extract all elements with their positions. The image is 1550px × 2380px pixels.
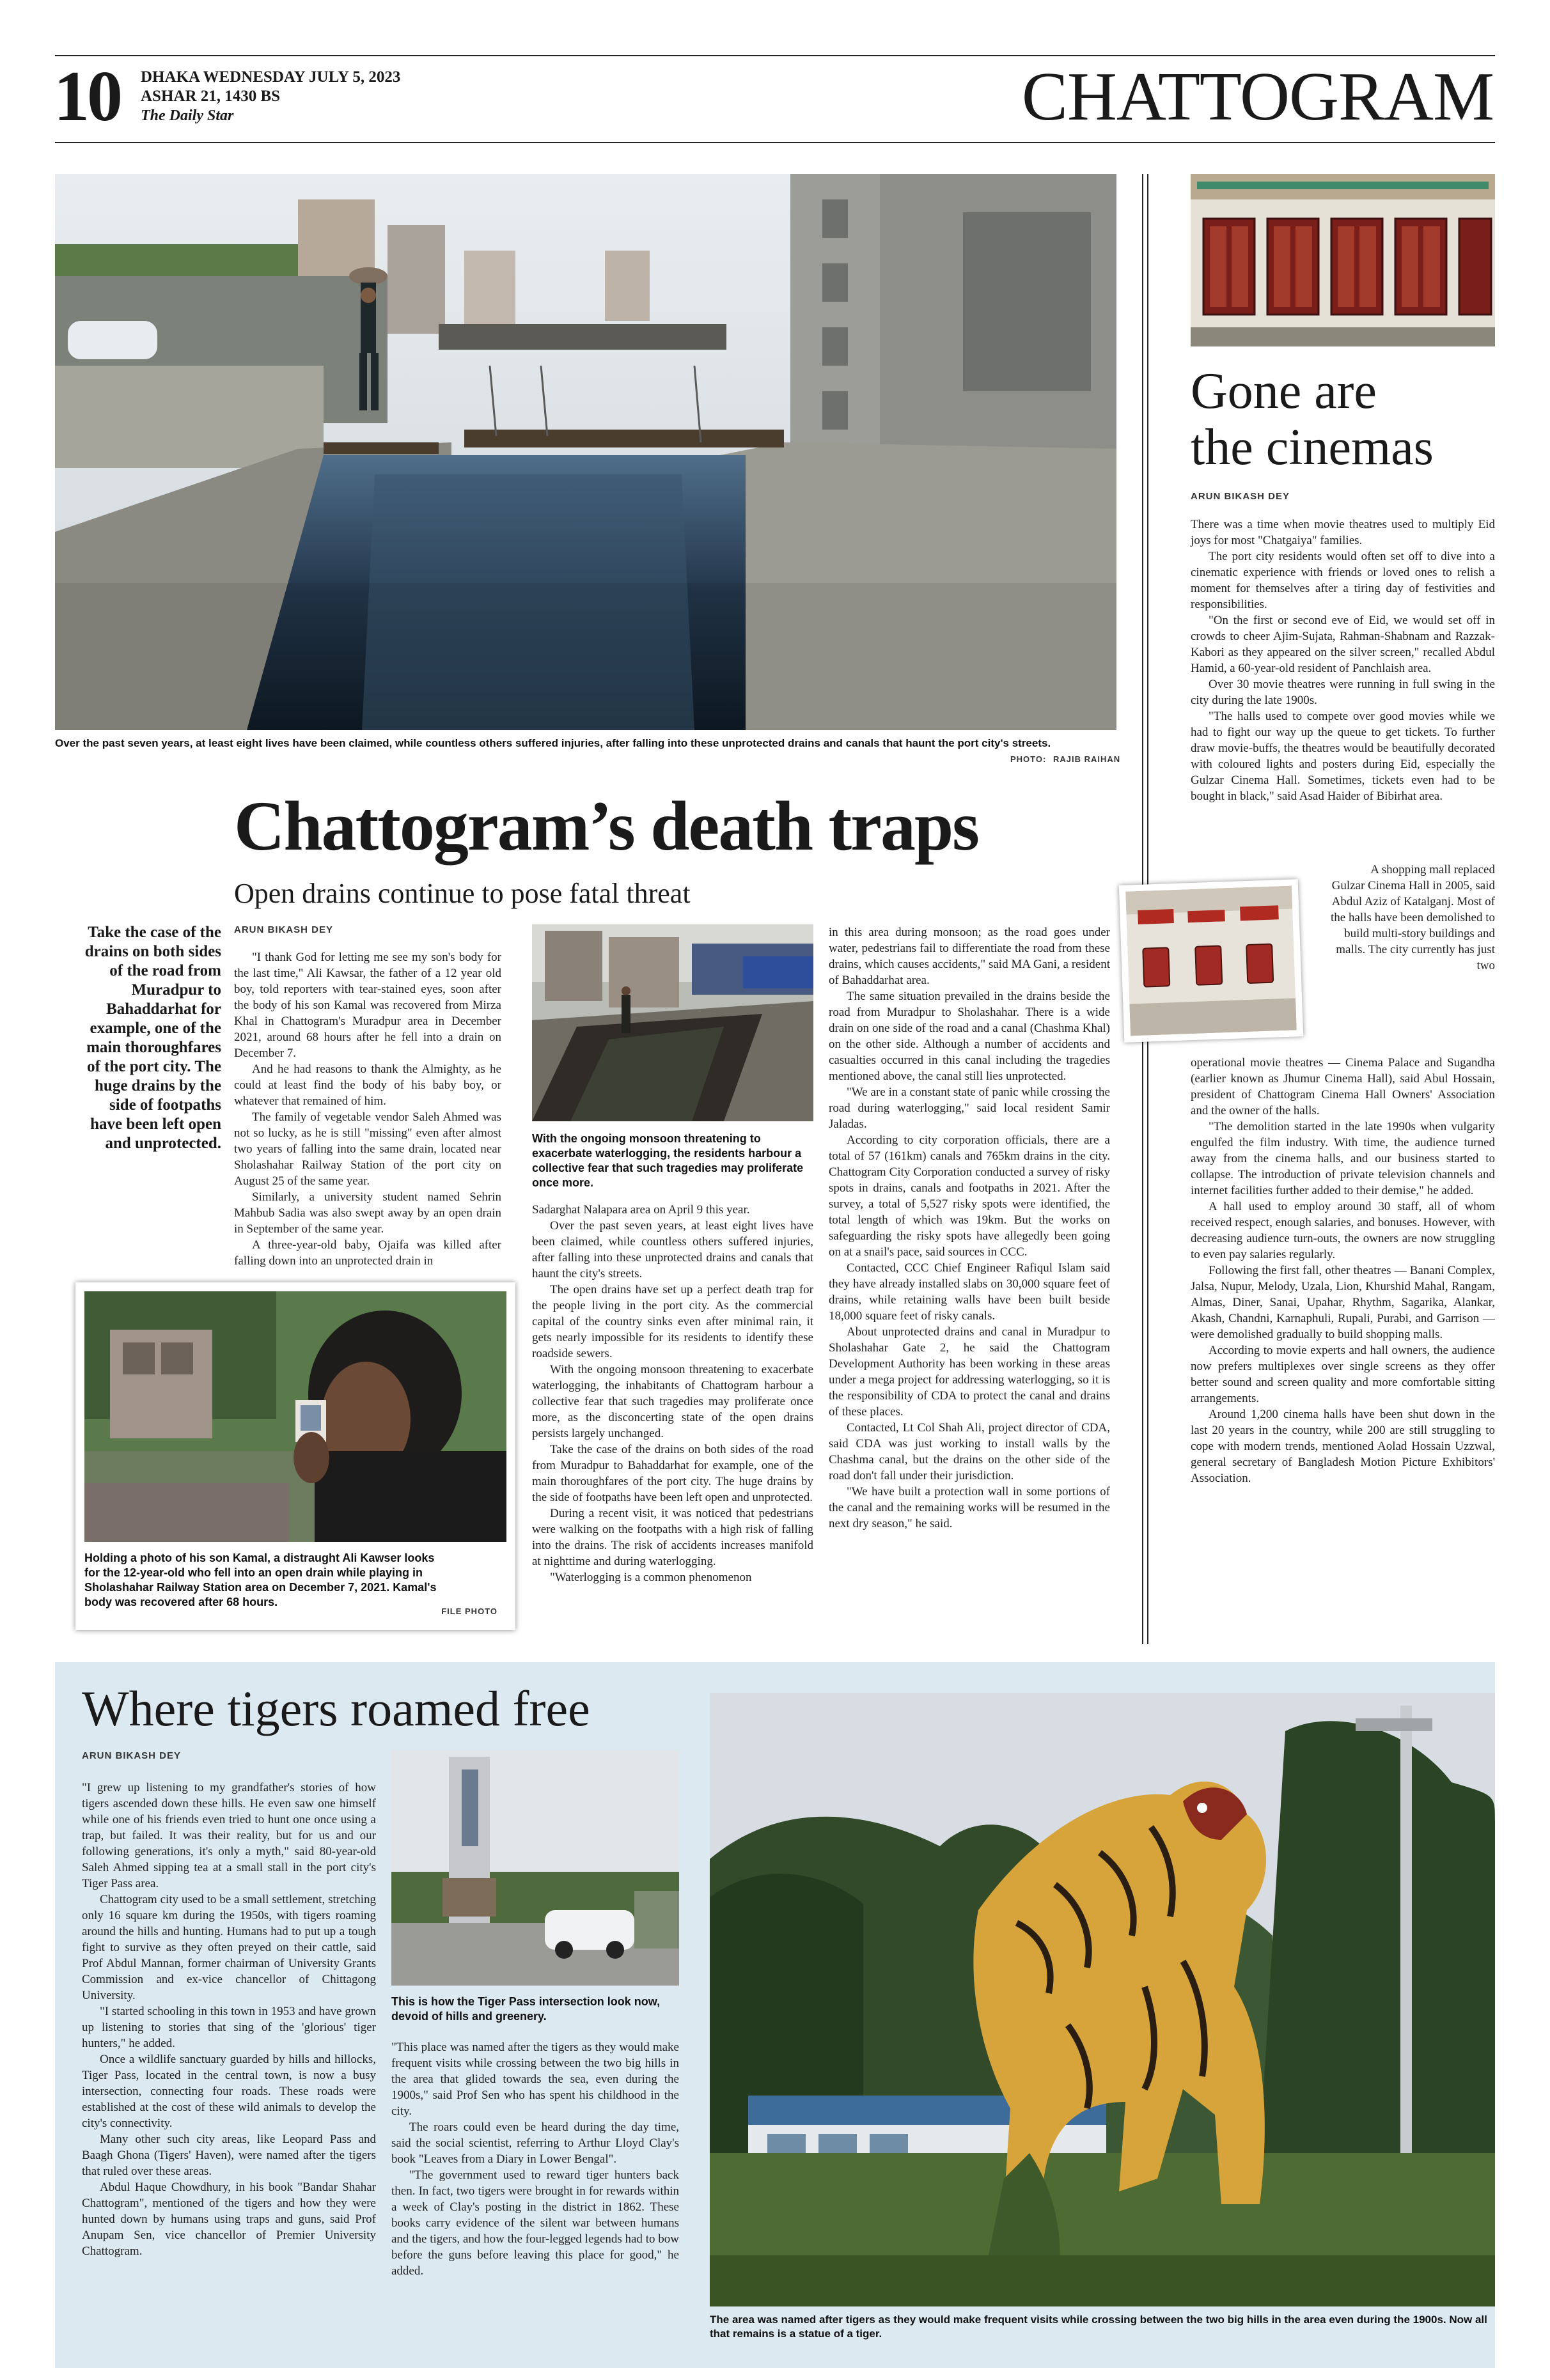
main-paragraph: During a recent visit, it was noticed that pedestrians were walking on the footpaths with a high risk of falling into the drains. The risk of accidents increases manifold at nighttime and during waterlogging. xyxy=(532,1507,813,1568)
section-title: CHATTOGRAM xyxy=(1021,59,1494,135)
cinema-paragraph: Following the first fall, other theatres — Banani Complex, Jalsa, Nupur, Melody, Uzala, Lion, Khurshid Mahal, Rangam, Almas, Diner, Sanai, Upahar, Rhythm, Sagarika, Alankar, Akash, Chandni, Karnaphuli, Rupali, Purabi, and Garrison — were demolished gradually to build shopping malls. xyxy=(1191,1264,1495,1341)
cinema-byline: ARUN BIKASH DEY xyxy=(1191,491,1290,502)
main-subhead: Open drains continue to pose fatal threat xyxy=(234,878,691,909)
tiger-col1 xyxy=(82,1780,376,2259)
main-paragraph: With the ongoing monsoon threatening to exacerbate waterlogging, the inhabitants of Chattogram harbour a collective fear that such tragedies may proliferate once more, as the disconcerting state of the open drains persists largely unchanged. xyxy=(532,1363,813,1440)
cinema-headline xyxy=(1191,363,1434,476)
cinema-paragraph: Around 1,200 cinema halls have been shut down in the last 20 years in the country, while 200 are still struggling to cope with modern trends, mentioned Aolad Hossain Uzzwal, general secretary of Bangladesh Motion Picture Exhibitors' Association. xyxy=(1191,1408,1495,1485)
tiger-byline: ARUN BIKASH DEY xyxy=(82,1750,182,1761)
main-col3 xyxy=(829,924,1110,1532)
cinema-wrap-text: A shopping mall replaced Gulzar Cinema Hall in 2005, said Abdul Aziz of Katalganj. Most of the halls have been demolished to build multi-story buildings and malls. The city currently has just two xyxy=(1331,863,1495,972)
main-paragraph: About unprotected drains and canal in Muradpur to Sholashahar Gate 2, he said the Chattogram Development Authority has been working in these areas under a mega project for addressing waterlogging, so it is the responsibility of CDA to protect the canal and drains of these places. xyxy=(829,1325,1110,1419)
main-byline: ARUN BIKASH DEY xyxy=(234,924,334,935)
tiger-pass-photo xyxy=(391,1750,679,1986)
page-number: 10 xyxy=(54,57,120,136)
tiger-paragraph: Many other such city areas, like Leopard Pass and Baagh Ghona (Tigers' Haven), were named after the tigers that ruled over these areas. xyxy=(82,2133,376,2178)
cinema-bottom-text xyxy=(1191,1055,1495,1486)
tiger-col2 xyxy=(391,2039,679,2279)
tiger-paragraph: The roars could even be heard during the day time, said the social scientist, referring to Arthur Lloyd Clay's book "Leaves from a Diary in Lower Bengal". xyxy=(391,2120,679,2166)
main-photo-credit xyxy=(1010,754,1120,764)
main-paragraph: in this area during monsoon; as the road goes under water, pedestrians fail to differentiate the road from these drains, which causes accidents," said MA Gani, a resident of Bahaddarhat area. xyxy=(829,926,1110,987)
tiger-headline: Where tigers roamed free xyxy=(82,1681,590,1736)
top-rule xyxy=(55,55,1495,56)
main-paragraph: "Waterlogging is a common phenomenon xyxy=(550,1571,752,1584)
main-paragraph: And he had reasons to thank the Almighty, as he could at least find the body of his baby boy, or whatever that remained of him. xyxy=(234,1062,501,1108)
father-photo-box xyxy=(75,1282,515,1630)
main-paragraph: "I thank God for letting me see my son's body for the last time," Ali Kawsar, the father of a 12 year old boy, told reporters with tear-stained eyes, soon after the body of his son Kamal was recovered from Mirza Khal in Chattogram's Muradpur area in December 2021, around 68 hours after he fell into a drain on December 7. xyxy=(234,951,501,1060)
main-paragraph: Contacted, CCC Chief Engineer Rafiqul Islam said they have already installed slabs on 30,000 square feet of drains, while retaining walls have been built beside 18,000 square feet of risky canals. xyxy=(829,1261,1110,1323)
cinema-paragraph: Over 30 movie theatres were running in full swing in the city during the late 1900s. xyxy=(1191,678,1495,707)
date: DHAKA WEDNESDAY JULY 5, 2023 xyxy=(141,68,401,86)
pull-quote: Take the case of the drains on both sides of the road from Muradpur to Bahaddarhat for example, one of the main thoroughfares of the port city. The huge drains by the side of footpaths have been left open and unprotected. xyxy=(84,924,221,1152)
bangla-date: ASHAR 21, 1430 BS xyxy=(141,88,281,105)
tiger-statue-photo xyxy=(710,1693,1495,2306)
dateline xyxy=(141,68,400,125)
cinema-paragraph: According to movie experts and hall owners, the audience now prefers multiplexes over single screens as they offer better sound and screen quality and more comfortable sitting arrangements. xyxy=(1191,1344,1495,1405)
cinema-headline-line: the cinemas xyxy=(1191,419,1434,476)
main-paragraph: The open drains have set up a perfect death trap for the people living in the port city. As the commercial capital of the country sinks even after minimal rain, it gets nearly impossible for its residents to identify these roadside sewers. xyxy=(532,1283,813,1360)
main-headline: Chattogram’s death traps xyxy=(234,787,978,865)
cinema-paragraph: The port city residents would often set off to dive into a cinematic experience with friends or loved ones to relish a moment for themselves after a tiring day of festivities and responsibilities. xyxy=(1191,550,1495,611)
main-paragraph: A three-year-old baby, Ojaifa was killed after falling down into an unprotected drain in xyxy=(234,1238,501,1268)
cinema-top-text xyxy=(1191,517,1495,804)
cinema-paragraph: operational movie theatres — Cinema Palace and Sugandha (earlier known as Jhumur Cinema Hall), said Abul Hossain, president of Chattogram Cinema Hall Owners' Association and the owner of the halls. xyxy=(1191,1056,1495,1117)
cinema-hall-photo-box xyxy=(1119,879,1303,1043)
main-paragraph: Similarly, a university student named Sehrin Mahbub Sadia was also swept away by an open drain in September of the same year. xyxy=(234,1190,501,1236)
tiger-paragraph: "I grew up listening to my grandfather's stories of how tigers ascended down these hills. He even saw one himself while one of his friends even tried to hunt one once using a trap, but failed. It was their reality, but for us and our following generations, it's only a myth," said 80-year-old Saleh Ahmed sipping tea at a small stall in the port city's Tiger Pass area. xyxy=(82,1781,376,1890)
tiger-paragraph: Chattogram city used to be a small settlement, stretching only 16 square km during the 1950s, with tigers roaming around the hills and hunting. Humans had to put up a tough fight to survive as they often preyed on their cattle, said Prof Abdul Mannan, former chairman of University Grants Commission and ex-vice chancellor of Chittagong University. xyxy=(82,1893,376,2002)
main-paragraph: According to city corporation officials, there are a total of 57 (161km) canals and 765km drains in the city. Chattogram City Corporation conducted a survey of risky spots in drains, canals and footpaths in 2021. After the survey, a total of 5,527 risky spots were identified, the total length of which was 19km. But the works on safeguarding the risky spots have allegedly been going on at a snail's pace, said sources in CCC. xyxy=(829,1133,1110,1259)
cinema-hall-photo xyxy=(1125,886,1297,1036)
main-paragraph: Take the case of the drains on both sides of the road from Muradpur to Bahaddarhat for example, one of the main thoroughfares of the port city. The huge drains by the side of footpaths have been left open and unprotected. xyxy=(532,1443,813,1504)
main-col1 xyxy=(234,924,501,1269)
cinema-paragraph: "The demolition started in the late 1990s when vulgarity engulfed the film industry. With time, the audience turned away from the cinema halls, and our business started to collapse. The introduction of private television channels and internet facilities further added to their demise," he added. xyxy=(1191,1120,1495,1197)
main-paragraph: Sadarghat Nalapara area on April 9 this year. xyxy=(532,1203,750,1217)
cinema-paragraph: There was a time when movie theatres used to multiply Eid joys for most "Chatgaiya" families. xyxy=(1191,518,1495,547)
main-paragraph: Contacted, Lt Col Shah Ali, project director of CDA, said CDA was just working to install walls by the Chashma canal, but the drains on the other side of the road don't fall under their jurisdiction. xyxy=(829,1421,1110,1482)
tiger-pass-caption: This is how the Tiger Pass intersection look now, devoid of hills and greenery. xyxy=(391,1995,661,2023)
main-paragraph: The family of vegetable vendor Saleh Ahmed was not so lucky, as he is still "missing" even after almost two years of falling into the same drain, located near Sholashahar Railway Station of the port city on August 25 of the same year. xyxy=(234,1110,501,1188)
main-paragraph: "We have built a protection wall in some portions of the canal and the remaining works will be resumed in the next dry season," he said. xyxy=(829,1485,1110,1530)
cinema-paragraph: "The halls used to compete over good movies while we had to fight our way up the queue to get tickets. To further draw movie-buffs, the theatres would be beautifully decorated with coloured lights and posters during Eid, especially the Gulzar Cinema Hall. Sometimes, tickets even had to be bought in black," said Asad Haider of Bibirhat area. xyxy=(1191,710,1495,803)
drain-inset-photo xyxy=(532,924,813,1121)
header-rule xyxy=(55,142,1495,143)
main-paragraph: "We are in a constant state of panic while crossing the road during waterlogging," said local resident Samir Jaladas. xyxy=(829,1085,1110,1131)
drain-photo xyxy=(55,174,1116,730)
tiger-paragraph: Once a wildlife sanctuary guarded by hills and hillocks, Tiger Pass, located in the central town, is now a busy intersection, connecting four roads. These roads were established at the cost of these wild animals to develop the city's connectivity. xyxy=(82,2053,376,2130)
tiger-statue-caption: The area was named after tigers as they would make frequent visits while crossing between the two big hills in the area even during the 1900s. Now all that remains is a statue of a tiger. xyxy=(710,2314,1487,2340)
main-photo-caption: Over the past seven years, at least eight lives have been claimed, while countless others suffered injuries, after falling into these unprotected drains and canals that haunt the port city's streets. xyxy=(55,737,1051,749)
tiger-paragraph: "The government used to reward tiger hunters back then. In fact, two tigers were brought in for rewards within a week of Clay's posting in the district in 1862. These books carry evidence of the silent war between humans and the tigers, and how the four-legged legends had to bow before the guns before leaving this place for good," he added. xyxy=(391,2168,679,2278)
cinema-paragraph: A hall used to employ around 30 staff, all of whom received respect, enough salaries, and bonuses. However, with decreasing audience turn-outs, the owners are now struggling to even pay salaries regularly. xyxy=(1191,1200,1495,1261)
tiger-paragraph: "This place was named after the tigers as they would make frequent visits while crossing between the two big hills in the area that glided towards the sea, even during the 1900s," said Prof Sen who has spent his childhood in the city. xyxy=(391,2041,679,2118)
photo-credit-label: PHOTO: xyxy=(1010,754,1047,764)
paper-name: The Daily Star xyxy=(141,107,234,124)
cinema-doors-photo xyxy=(1191,174,1495,346)
father-photo-caption: Holding a photo of his son Kamal, a distraught Ali Kawser looks for the 12-year-old who fell into an open drain while playing in Sholashahar Railway Station area on December 7, 2021. Kamal's body was recovered after 68 hours. xyxy=(84,1552,437,1608)
main-paragraph: The same situation prevailed in the drains beside the road from Muradpur to Sholashahar. There is a wide drain on one side of the road and a canal (Chashma Khal) on the other side. Although a number of accidents and casualties occurred in this canal including the tragedies mentioned above, the canal still lies unprotected. xyxy=(829,990,1110,1083)
cinema-paragraph: "On the first or second eve of Eid, we would set off in crowds to cheer Ajim-Sujata, Rahman-Shabnam and Razzak-Kabori as they appeared on the silver screen," recalled Abdul Hamid, a 60-year-old resident of Panchlaish area. xyxy=(1191,614,1495,675)
cinema-headline-line: Gone are xyxy=(1191,363,1377,419)
father-photo xyxy=(84,1291,506,1542)
main-paragraph: Over the past seven years, at least eight lives have been claimed, while countless others suffered injuries, after falling into these unprotected drains and canals that haunt the city's streets. xyxy=(532,1219,813,1280)
drain-inset-caption: With the ongoing monsoon threatening to exacerbate waterlogging, the residents harbour a collective fear that such tragedies may proliferate once more. xyxy=(532,1132,804,1189)
father-photo-credit: FILE PHOTO xyxy=(441,1606,497,1616)
tiger-paragraph: "I started schooling in this town in 1953 and have grown up listening to stories that sing of the 'glorious' tiger hunters," he added. xyxy=(82,2005,376,2050)
main-col2 xyxy=(532,1202,813,1585)
photo-credit-name: RAJIB RAIHAN xyxy=(1053,754,1121,764)
tiger-paragraph: Abdul Haque Chowdhury, in his book "Bandar Shahar Chattogram", mentioned of the tigers and how they were hunted down by humans using traps and guns, said Prof Anupam Sen, vice chancellor of Premier University Chattogram. xyxy=(82,2181,376,2258)
